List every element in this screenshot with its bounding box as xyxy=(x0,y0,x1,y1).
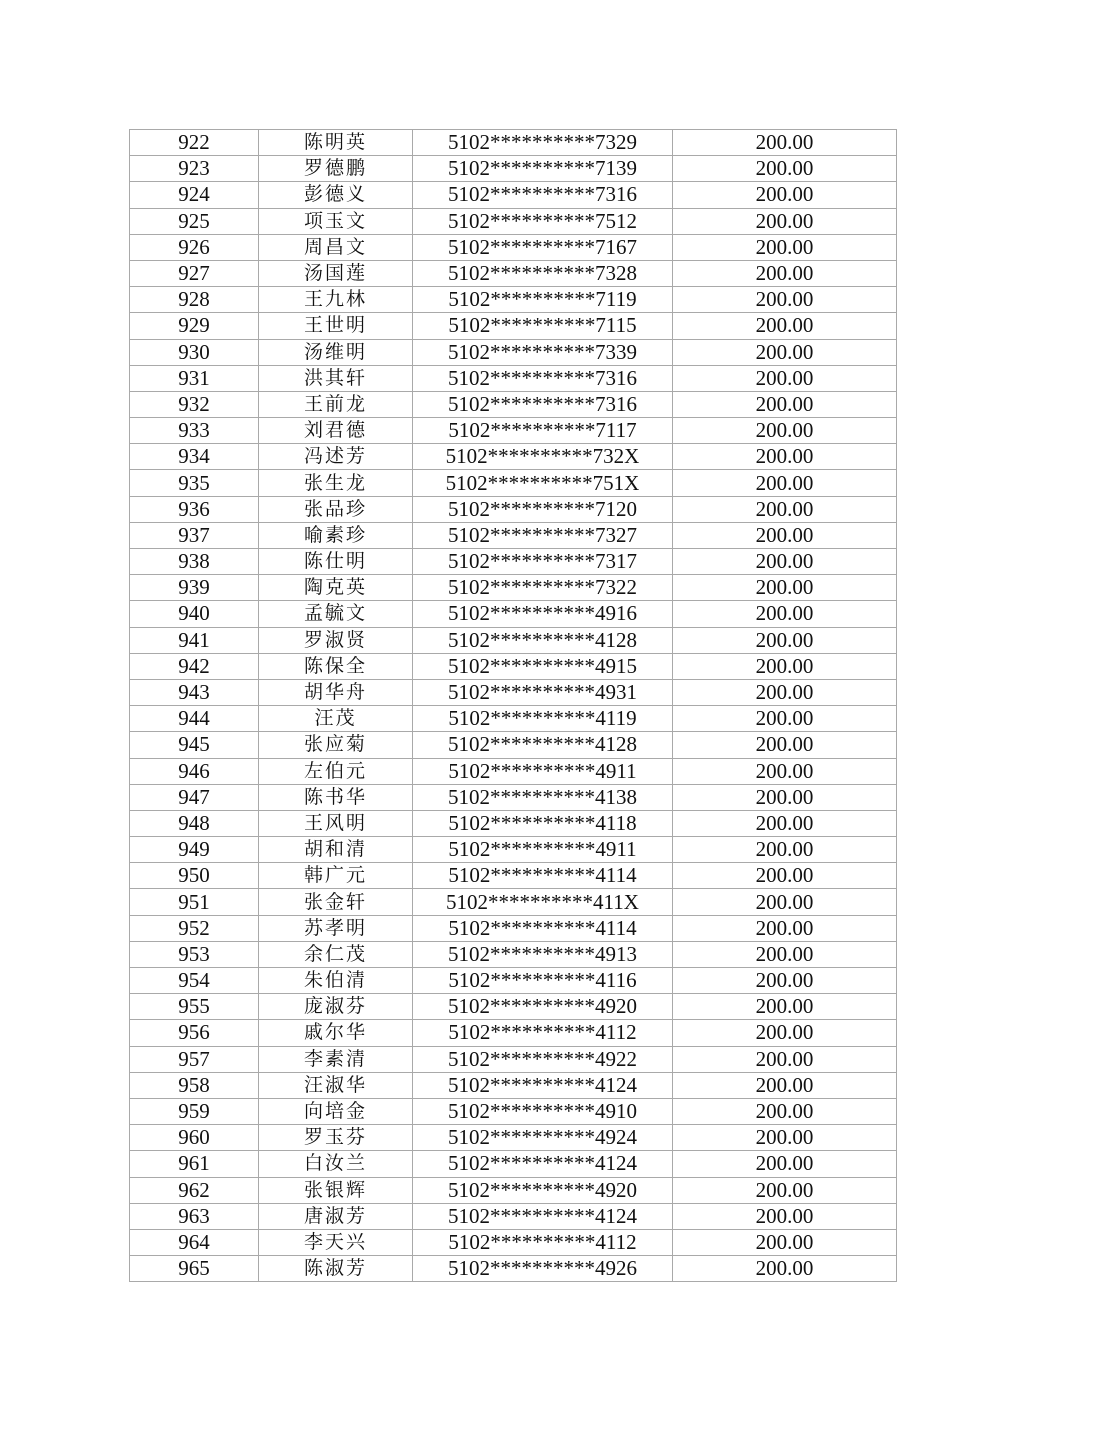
amount-cell: 200.00 xyxy=(673,915,897,941)
id-number-cell: 5102**********7117 xyxy=(413,418,673,444)
amount-cell: 200.00 xyxy=(673,1256,897,1282)
id-number-cell: 5102**********7328 xyxy=(413,260,673,286)
amount-cell: 200.00 xyxy=(673,1046,897,1072)
row-number-cell: 964 xyxy=(130,1229,259,1255)
id-number-cell: 5102**********4910 xyxy=(413,1098,673,1124)
id-number-cell: 5102**********4114 xyxy=(413,863,673,889)
amount-cell: 200.00 xyxy=(673,496,897,522)
amount-cell: 200.00 xyxy=(673,260,897,286)
amount-cell: 200.00 xyxy=(673,679,897,705)
table-row xyxy=(130,1020,897,1046)
row-number-cell: 959 xyxy=(130,1098,259,1124)
id-number-cell: 5102**********4124 xyxy=(413,1072,673,1098)
amount-cell: 200.00 xyxy=(673,1203,897,1229)
id-number-cell: 5102**********7317 xyxy=(413,549,673,575)
row-number-cell: 937 xyxy=(130,522,259,548)
id-number-cell: 5102**********7120 xyxy=(413,496,673,522)
table-row xyxy=(130,1046,897,1072)
id-number-cell: 5102**********4124 xyxy=(413,1151,673,1177)
name-cell: 李天兴 xyxy=(259,1229,413,1255)
amount-cell: 200.00 xyxy=(673,287,897,313)
table-row xyxy=(130,837,897,863)
table-row xyxy=(130,810,897,836)
table-row xyxy=(130,1098,897,1124)
row-number-cell: 946 xyxy=(130,758,259,784)
row-number-cell: 924 xyxy=(130,182,259,208)
row-number-cell: 950 xyxy=(130,863,259,889)
amount-cell: 200.00 xyxy=(673,208,897,234)
id-number-cell: 5102**********7329 xyxy=(413,130,673,156)
table-row xyxy=(130,863,897,889)
amount-cell: 200.00 xyxy=(673,994,897,1020)
name-cell: 戚尔华 xyxy=(259,1020,413,1046)
table-row xyxy=(130,915,897,941)
row-number-cell: 930 xyxy=(130,339,259,365)
table-row xyxy=(130,994,897,1020)
name-cell: 白汝兰 xyxy=(259,1151,413,1177)
row-number-cell: 939 xyxy=(130,575,259,601)
name-cell: 罗淑贤 xyxy=(259,627,413,653)
id-number-cell: 5102**********4112 xyxy=(413,1229,673,1255)
row-number-cell: 925 xyxy=(130,208,259,234)
row-number-cell: 947 xyxy=(130,784,259,810)
id-number-cell: 5102**********7139 xyxy=(413,156,673,182)
table-row xyxy=(130,732,897,758)
row-number-cell: 953 xyxy=(130,941,259,967)
id-number-cell: 5102**********4913 xyxy=(413,941,673,967)
row-number-cell: 963 xyxy=(130,1203,259,1229)
id-number-cell: 5102**********4119 xyxy=(413,706,673,732)
amount-cell: 200.00 xyxy=(673,1125,897,1151)
table-row xyxy=(130,313,897,339)
row-number-cell: 944 xyxy=(130,706,259,732)
name-cell: 周昌文 xyxy=(259,234,413,260)
row-number-cell: 938 xyxy=(130,549,259,575)
amount-cell: 200.00 xyxy=(673,391,897,417)
row-number-cell: 935 xyxy=(130,470,259,496)
row-number-cell: 952 xyxy=(130,915,259,941)
amount-cell: 200.00 xyxy=(673,549,897,575)
amount-cell: 200.00 xyxy=(673,627,897,653)
id-number-cell: 5102**********4916 xyxy=(413,601,673,627)
row-number-cell: 961 xyxy=(130,1151,259,1177)
table-row xyxy=(130,601,897,627)
table-row xyxy=(130,968,897,994)
row-number-cell: 945 xyxy=(130,732,259,758)
id-number-cell: 5102**********4922 xyxy=(413,1046,673,1072)
amount-cell: 200.00 xyxy=(673,863,897,889)
name-cell: 汪淑华 xyxy=(259,1072,413,1098)
name-cell: 张银辉 xyxy=(259,1177,413,1203)
table-row xyxy=(130,1151,897,1177)
row-number-cell: 948 xyxy=(130,810,259,836)
row-number-cell: 927 xyxy=(130,260,259,286)
id-number-cell: 5102**********411X xyxy=(413,889,673,915)
amount-cell: 200.00 xyxy=(673,575,897,601)
id-number-cell: 5102**********7167 xyxy=(413,234,673,260)
table-row xyxy=(130,260,897,286)
name-cell: 孟毓文 xyxy=(259,601,413,627)
name-cell: 胡华舟 xyxy=(259,679,413,705)
row-number-cell: 922 xyxy=(130,130,259,156)
amount-cell: 200.00 xyxy=(673,1177,897,1203)
name-cell: 彭德义 xyxy=(259,182,413,208)
table-row xyxy=(130,365,897,391)
amount-cell: 200.00 xyxy=(673,182,897,208)
table-row xyxy=(130,549,897,575)
id-number-cell: 5102**********4112 xyxy=(413,1020,673,1046)
id-number-cell: 5102**********4114 xyxy=(413,915,673,941)
amount-cell: 200.00 xyxy=(673,837,897,863)
table-row xyxy=(130,575,897,601)
table-row xyxy=(130,784,897,810)
name-cell: 余仁茂 xyxy=(259,941,413,967)
amount-cell: 200.00 xyxy=(673,601,897,627)
id-number-cell: 5102**********7115 xyxy=(413,313,673,339)
id-number-cell: 5102**********4931 xyxy=(413,679,673,705)
name-cell: 陈淑芳 xyxy=(259,1256,413,1282)
name-cell: 韩广元 xyxy=(259,863,413,889)
row-number-cell: 940 xyxy=(130,601,259,627)
name-cell: 项玉文 xyxy=(259,208,413,234)
amount-cell: 200.00 xyxy=(673,339,897,365)
row-number-cell: 962 xyxy=(130,1177,259,1203)
id-number-cell: 5102**********7316 xyxy=(413,365,673,391)
row-number-cell: 956 xyxy=(130,1020,259,1046)
id-number-cell: 5102**********7316 xyxy=(413,391,673,417)
payment-list-table xyxy=(129,129,897,1282)
row-number-cell: 933 xyxy=(130,418,259,444)
row-number-cell: 957 xyxy=(130,1046,259,1072)
name-cell: 朱伯清 xyxy=(259,968,413,994)
name-cell: 苏孝明 xyxy=(259,915,413,941)
table-row xyxy=(130,1256,897,1282)
id-number-cell: 5102**********4924 xyxy=(413,1125,673,1151)
id-number-cell: 5102**********7339 xyxy=(413,339,673,365)
row-number-cell: 942 xyxy=(130,653,259,679)
row-number-cell: 951 xyxy=(130,889,259,915)
name-cell: 罗玉芬 xyxy=(259,1125,413,1151)
table-row xyxy=(130,470,897,496)
row-number-cell: 960 xyxy=(130,1125,259,1151)
amount-cell: 200.00 xyxy=(673,941,897,967)
row-number-cell: 923 xyxy=(130,156,259,182)
row-number-cell: 936 xyxy=(130,496,259,522)
id-number-cell: 5102**********4118 xyxy=(413,810,673,836)
row-number-cell: 949 xyxy=(130,837,259,863)
name-cell: 汤维明 xyxy=(259,339,413,365)
amount-cell: 200.00 xyxy=(673,444,897,470)
id-number-cell: 5102**********4926 xyxy=(413,1256,673,1282)
name-cell: 洪其轩 xyxy=(259,365,413,391)
row-number-cell: 943 xyxy=(130,679,259,705)
name-cell: 陈保全 xyxy=(259,653,413,679)
amount-cell: 200.00 xyxy=(673,130,897,156)
amount-cell: 200.00 xyxy=(673,1098,897,1124)
table-row xyxy=(130,1229,897,1255)
name-cell: 陈书华 xyxy=(259,784,413,810)
name-cell: 王九林 xyxy=(259,287,413,313)
row-number-cell: 958 xyxy=(130,1072,259,1098)
id-number-cell: 5102**********4116 xyxy=(413,968,673,994)
table-row xyxy=(130,941,897,967)
table-row xyxy=(130,156,897,182)
table-row xyxy=(130,679,897,705)
row-number-cell: 931 xyxy=(130,365,259,391)
table-row xyxy=(130,234,897,260)
table-row xyxy=(130,496,897,522)
table-row xyxy=(130,1125,897,1151)
id-number-cell: 5102**********4911 xyxy=(413,758,673,784)
id-number-cell: 5102**********4920 xyxy=(413,994,673,1020)
id-number-cell: 5102**********4911 xyxy=(413,837,673,863)
id-number-cell: 5102**********4915 xyxy=(413,653,673,679)
amount-cell: 200.00 xyxy=(673,365,897,391)
amount-cell: 200.00 xyxy=(673,706,897,732)
name-cell: 张生龙 xyxy=(259,470,413,496)
name-cell: 刘君德 xyxy=(259,418,413,444)
name-cell: 左伯元 xyxy=(259,758,413,784)
name-cell: 汪茂 xyxy=(259,706,413,732)
name-cell: 陶克英 xyxy=(259,575,413,601)
amount-cell: 200.00 xyxy=(673,1020,897,1046)
table-row xyxy=(130,339,897,365)
amount-cell: 200.00 xyxy=(673,784,897,810)
table-row xyxy=(130,444,897,470)
id-number-cell: 5102**********4138 xyxy=(413,784,673,810)
amount-cell: 200.00 xyxy=(673,156,897,182)
table-row xyxy=(130,391,897,417)
table-row xyxy=(130,653,897,679)
row-number-cell: 955 xyxy=(130,994,259,1020)
amount-cell: 200.00 xyxy=(673,313,897,339)
table-row xyxy=(130,1203,897,1229)
row-number-cell: 965 xyxy=(130,1256,259,1282)
table-row xyxy=(130,1072,897,1098)
amount-cell: 200.00 xyxy=(673,732,897,758)
name-cell: 张应菊 xyxy=(259,732,413,758)
name-cell: 王风明 xyxy=(259,810,413,836)
amount-cell: 200.00 xyxy=(673,418,897,444)
row-number-cell: 941 xyxy=(130,627,259,653)
table-row xyxy=(130,182,897,208)
id-number-cell: 5102**********4128 xyxy=(413,627,673,653)
name-cell: 罗德鹏 xyxy=(259,156,413,182)
name-cell: 张金轩 xyxy=(259,889,413,915)
table-body xyxy=(130,130,897,1282)
name-cell: 胡和清 xyxy=(259,837,413,863)
amount-cell: 200.00 xyxy=(673,968,897,994)
table-row xyxy=(130,130,897,156)
amount-cell: 200.00 xyxy=(673,1072,897,1098)
id-number-cell: 5102**********4128 xyxy=(413,732,673,758)
name-cell: 喻素珍 xyxy=(259,522,413,548)
row-number-cell: 928 xyxy=(130,287,259,313)
amount-cell: 200.00 xyxy=(673,653,897,679)
name-cell: 陈仕明 xyxy=(259,549,413,575)
row-number-cell: 934 xyxy=(130,444,259,470)
id-number-cell: 5102**********4124 xyxy=(413,1203,673,1229)
row-number-cell: 954 xyxy=(130,968,259,994)
table-row xyxy=(130,889,897,915)
name-cell: 唐淑芳 xyxy=(259,1203,413,1229)
amount-cell: 200.00 xyxy=(673,758,897,784)
id-number-cell: 5102**********732X xyxy=(413,444,673,470)
table-row xyxy=(130,758,897,784)
id-number-cell: 5102**********751X xyxy=(413,470,673,496)
table-row xyxy=(130,706,897,732)
id-number-cell: 5102**********7316 xyxy=(413,182,673,208)
name-cell: 王世明 xyxy=(259,313,413,339)
amount-cell: 200.00 xyxy=(673,470,897,496)
table-row xyxy=(130,1177,897,1203)
amount-cell: 200.00 xyxy=(673,810,897,836)
name-cell: 向培金 xyxy=(259,1098,413,1124)
name-cell: 庞淑芬 xyxy=(259,994,413,1020)
table-row xyxy=(130,418,897,444)
name-cell: 张品珍 xyxy=(259,496,413,522)
amount-cell: 200.00 xyxy=(673,1229,897,1255)
amount-cell: 200.00 xyxy=(673,1151,897,1177)
name-cell: 冯述芳 xyxy=(259,444,413,470)
name-cell: 王前龙 xyxy=(259,391,413,417)
id-number-cell: 5102**********7322 xyxy=(413,575,673,601)
table-row xyxy=(130,627,897,653)
table-row xyxy=(130,287,897,313)
name-cell: 汤国莲 xyxy=(259,260,413,286)
id-number-cell: 5102**********7327 xyxy=(413,522,673,548)
table-row xyxy=(130,522,897,548)
amount-cell: 200.00 xyxy=(673,889,897,915)
name-cell: 陈明英 xyxy=(259,130,413,156)
id-number-cell: 5102**********4920 xyxy=(413,1177,673,1203)
row-number-cell: 932 xyxy=(130,391,259,417)
name-cell: 李素清 xyxy=(259,1046,413,1072)
row-number-cell: 929 xyxy=(130,313,259,339)
row-number-cell: 926 xyxy=(130,234,259,260)
id-number-cell: 5102**********7119 xyxy=(413,287,673,313)
amount-cell: 200.00 xyxy=(673,522,897,548)
amount-cell: 200.00 xyxy=(673,234,897,260)
id-number-cell: 5102**********7512 xyxy=(413,208,673,234)
table-row xyxy=(130,208,897,234)
